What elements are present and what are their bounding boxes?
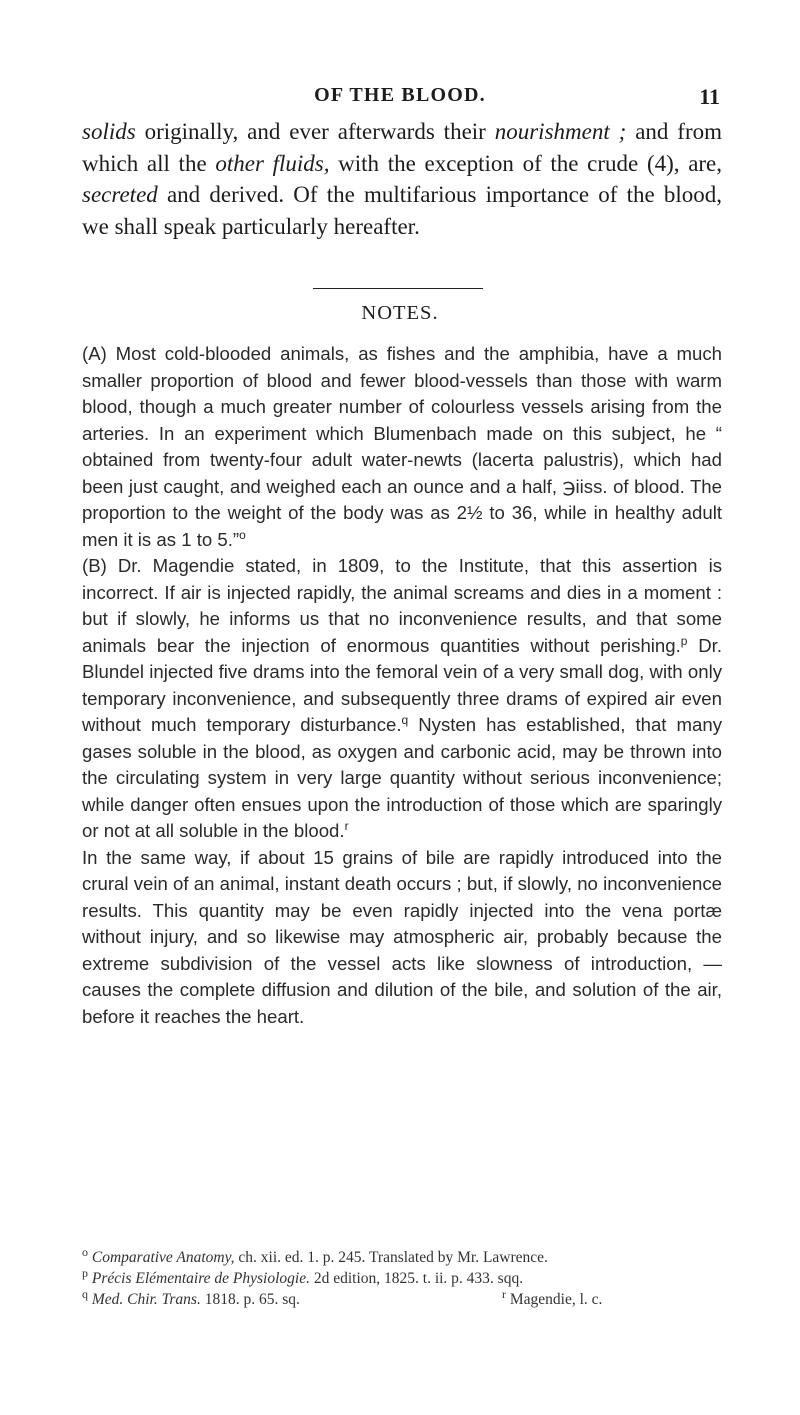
body-italic-nourishment: nourishment ; [494,119,627,144]
note-ref-r: r [344,818,349,833]
body-text-4: and derived. Of the multifarious importance of the blood, we shall speak particularly hereafter. [82,182,722,239]
page-header [0,84,800,110]
body-italic-solids: solids [82,119,136,144]
body-text-3: with the exception of the crude (4), are, [329,150,723,176]
body-text-1: originally, and ever afterwards their [135,119,495,144]
body-text-2: and from which all the [82,119,723,176]
footnote-o: $^o$ Comparative Anatomy, ch. xii. ed. 1. p. 245. Translated by Mr. Lawrence. [82,1244,548,1266]
note-c: In the same way, if about 15 grains of bile are rapidly introduced into the crural vein of an animal, instant death occurs ; but, if slowly, no inconvenience results. This quantity may be even rapidly injected into the vena portæ without injury, and so likewise may atmospheric air, probably because the extreme subdivision of the vessel acts like slowness of introduction, — causes the complete diffusion and dilution of the bile, and solution of the air, before it reaches the heart. [82,846,722,1027]
body-paragraph [82,116,722,242]
section-divider [313,288,483,289]
footnote-r: $^r$ Magendie, l. c. [502,1286,603,1308]
note-ref-o: o [239,527,246,542]
page-number: 11 [699,84,720,109]
note-a: (A) Most cold-blooded animals, as fishes and the amphibia, have a much smaller proportion of blood and fewer blood-vessels than those with warm blood, though a much greater number of colourless vessels arising from the arteries. In an experiment which Blumenbach made on this subject, he “ obtained from twenty-four adult water-newts (lacerta palustris), which had been just caught, and weighed each an ounce and a half, ℈iiss. of blood. The proportion to the weight of the body was as 2½ to 36, while in healthy adult men it is as 1 to 5.”$^o$ [82,343,722,550]
footnote-q-r [82,1286,762,1310]
running-head: OF THE BLOOD. [314,84,486,106]
notes-section [82,341,722,1030]
note-ref-p: p [680,633,688,648]
body-italic-secreted: secreted [82,182,158,207]
body-italic-other-fluids: other fluids, [215,150,330,176]
footnote-q: $^q$ Med. Chir. Trans. 1818. p. 65. sq. [82,1286,300,1308]
note-b: (B) Dr. Magendie stated, in 1809, to the Institute, that this assertion is incorrect. If air is injected rapidly, the animal screams and dies in a moment : but if slowly, he informs us that no inconvenience results, and that some animals bear the injection of enormous quantities without perishing.$^p$ Dr. Blundel injected five drams into the femoral vein of a very small dog, with only temporary inconvenience, and subsequently three drams of expired air even without much temporary disturbance.$^q$ Nysten has established, that many gases soluble in the blood, as oxygen and carbonic acid, may be thrown into the circulating system in very large quantity without serious inconvenience; while danger often ensues upon the introduction of those which are sparingly or not at all soluble in the blood.$^r$ [82,555,722,841]
notes-heading: NOTES. [361,302,439,324]
footnotes [82,1244,762,1310]
footnote-p: $^p$ Précis Elémentaire de Physiologie. 2d edition, 1825. t. ii. p. 433. sqq. [82,1265,524,1287]
note-ref-q: q [401,712,409,727]
